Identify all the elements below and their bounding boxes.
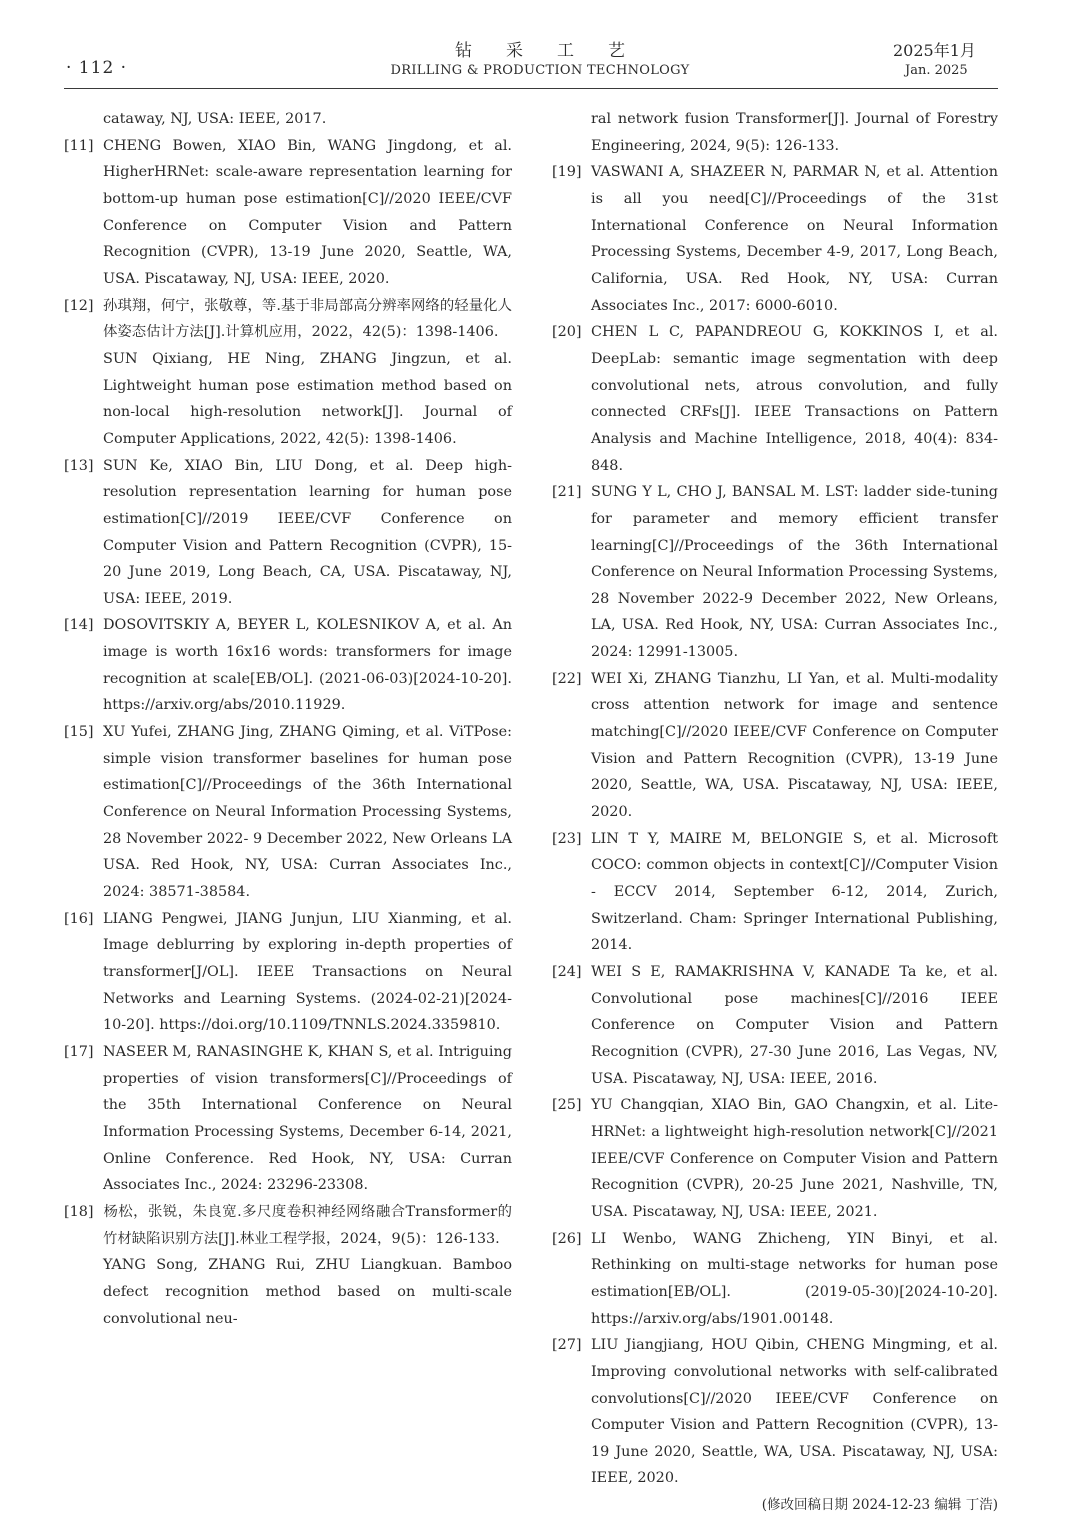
journal-title-cn: 钻采工艺 — [455, 41, 659, 61]
reference-text: ral network fusion Transformer[J]. Journal of Forestry Engineering, 2024, 9(5): 126-133. — [591, 111, 998, 154]
reference-number: [21] — [552, 484, 582, 501]
reference-text: YU Changqian, XIAO Bin, GAO Changxin, et al. Lite-HRNet: a lightweight high-resolution network[C]//2021 IEEE/CVF Conference on Computer Vision and Pattern Recognition (CVPR), 20-25 June 2021, Nashville, TN, USA. Piscataway, NJ, USA: IEEE, 2021. — [591, 1097, 998, 1220]
reference-text: WEI Xi, ZHANG Tianzhu, LI Yan, et al. Multi-modality cross attention network for image and sentence matching[C]//2020 IEEE/CVF Conference on Computer Vision and Pattern Recognition (CVPR), 13-19 June 2020, Seattle, WA, USA. Piscataway, NJ, USA: IEEE, 2020. — [591, 670, 998, 821]
reference-entry — [64, 719, 512, 906]
reference-number: [22] — [552, 670, 582, 687]
reference-entry — [552, 1092, 998, 1225]
reference-number: [27] — [552, 1337, 582, 1354]
reference-text: LI Wenbo, WANG Zhicheng, YIN Binyi, et al. Rethinking on multi-stage networks for human pose estimation[EB/OL]. (2019-05-30)[2024-10-20]. https://arxiv.org/abs/1901.00148. — [591, 1230, 998, 1327]
reference-entry — [64, 1039, 512, 1199]
reference-text: SUNG Y L, CHO J, BANSAL M. LST: ladder side-tuning for parameter and memory efficient transfer learning[C]//Proceedings of the 36th International Conference on Neural Information Processing Systems, 28 November 2022-9 December 2022, New Orleans, LA, USA. Red Hook, NY, USA: Curran Associates Inc., 2024: 12991-13005. — [591, 484, 998, 661]
reference-text: YANG Song, ZHANG Rui, ZHU Liangkuan. Bamboo defect recognition method based on multi-scale convolutional neu- — [103, 1257, 512, 1327]
reference-entry — [64, 612, 512, 719]
reference-number: [20] — [552, 324, 582, 341]
reference-entry — [552, 666, 998, 826]
reference-text: LIANG Pengwei, JIANG Junjun, LIU Xianming, et al. Image deblurring by exploring in-depth properties of transformer[J/OL]. IEEE Transactions on Neural Networks and Learning Systems. (2024-02-21)[2024-10-20]. https://doi.org/10.1109/TNNLS.2024.3359810. — [103, 910, 512, 1034]
reference-text: 杨松，张锐，朱良宽.多尺度卷积神经网络融合Transformer的竹材缺陷识别方法[J].林业工程学报，2024，9(5)：126-133. — [103, 1203, 512, 1247]
page-header — [0, 0, 1080, 92]
reference-entry — [64, 1199, 512, 1252]
reference-continuation — [64, 106, 512, 133]
reference-entry — [552, 479, 998, 666]
journal-title-en: DRILLING & PRODUCTION TECHNOLOGY — [390, 63, 690, 78]
reference-text: 孙琪翔，何宁，张敬尊，等.基于非局部高分辨率网络的轻量化人体姿态估计方法[J].计算机应用，2022，42(5)：1398-1406. — [103, 297, 512, 341]
reference-entry — [64, 133, 512, 293]
reference-number: [13] — [64, 457, 94, 474]
reference-text: CHEN L C, PAPANDREOU G, KOKKINOS I, et al. DeepLab: semantic image segmentation with deep convolutional nets, atrous convolution, and fully connected CRFs[J]. IEEE Transactions on Pattern Analysis and Machine Intelligence, 2018, 40(4): 834-848. — [591, 324, 998, 474]
reference-continuation — [552, 106, 998, 159]
references-left-column — [64, 106, 512, 1332]
reference-number: [23] — [552, 830, 582, 847]
reference-entry — [552, 826, 998, 959]
reference-number: [26] — [552, 1230, 582, 1247]
reference-number: [19] — [552, 164, 582, 181]
reference-text: DOSOVITSKIY A, BEYER L, KOLESNIKOV A, et al. An image is worth 16x16 words: transformers for image recognition at scale[EB/OL]. (2021-06-03)[2024-10-20]. https://arxiv.org/abs/2010.11929. — [103, 617, 512, 714]
reference-number: [11] — [64, 137, 94, 154]
reference-number: [14] — [64, 617, 94, 634]
reference-entry — [552, 959, 998, 1092]
reference-number: [18] — [64, 1203, 94, 1220]
reference-entry — [552, 159, 998, 319]
reference-text: NASEER M, RANASINGHE K, KHAN S, et al. Intriguing properties of vision transformers[C]//Proceedings of the 35th International Conference on Neural Information Processing Systems, December 6-14, 2021, Online Conference. Red Hook, NY, USA: Curran Associates Inc., 2024: 23296-23308. — [103, 1043, 512, 1194]
reference-text: SUN Ke, XIAO Bin, LIU Dong, et al. Deep high-resolution representation learning for human pose estimation[C]//2019 IEEE/CVF Conference on Computer Vision and Pattern Recognition (CVPR), 15-20 June 2019, Long Beach, CA, USA. Piscataway, NJ, USA: IEEE, 2019. — [103, 457, 512, 607]
page-number: · 112 · — [66, 58, 128, 78]
issue-date-en: Jan. 2025 — [905, 63, 968, 78]
header-rule — [64, 88, 998, 89]
reference-entry — [552, 1226, 998, 1333]
reference-text: WEI S E, RAMAKRISHNA V, KANADE Ta ke, et al. Convolutional pose machines[C]//2016 IEEE Conference on Computer Vision and Pattern Recognition (CVPR), 27-30 June 2016, Las Vegas, NV, USA. Piscataway, NJ, USA: IEEE, 2016. — [591, 964, 998, 1087]
revision-date-note: (修改回稿日期 2024-12-23 编辑 丁浩) — [761, 1497, 998, 1514]
reference-text: cataway, NJ, USA: IEEE, 2017. — [103, 111, 327, 127]
reference-number: [16] — [64, 910, 94, 927]
reference-text: LIU Jiangjiang, HOU Qibin, CHENG Mingming, et al. Improving convolutional networks with self-calibrated convolutions[C]//2020 IEEE/CVF Conference on Computer Vision and Pattern Recognition (CVPR), 13-19 June 2020, Seattle, WA, USA. Piscataway, NJ, USA: IEEE, 2020. — [591, 1337, 998, 1487]
reference-number: [12] — [64, 297, 94, 314]
reference-text: CHENG Bowen, XIAO Bin, WANG Jingdong, et al. HigherHRNet: scale-aware representation learning for bottom-up human pose estimation[C]//2020 IEEE/CVF Conference on Computer Vision and Pattern Recognition (CVPR), 13-19 June 2020, Seattle, WA, USA. Piscataway, NJ, USA: IEEE, 2020. — [103, 137, 512, 287]
reference-entry — [64, 906, 512, 1039]
reference-continuation — [64, 1252, 512, 1332]
reference-text: VASWANI A, SHAZEER N, PARMAR N, et al. Attention is all you need[C]//Proceedings of the 31st International Conference on Neural Information Processing Systems, December 4-9, 2017, Long Beach, California, USA. Red Hook, NY, USA: Curran Associates Inc., 2017: 6000-6010. — [591, 164, 998, 314]
reference-text: LIN T Y, MAIRE M, BELONGIE S, et al. Microsoft COCO: common objects in context[C]//Computer Vision - ECCV 2014, September 6-12, 2014, Zurich, Switzerland. Cham: Springer International Publishing, 2014. — [591, 830, 998, 954]
reference-continuation — [64, 346, 512, 453]
reference-number: [15] — [64, 724, 94, 741]
issue-date-cn: 2025年1月 — [893, 41, 976, 60]
reference-entry — [64, 293, 512, 346]
reference-number: [24] — [552, 964, 582, 980]
reference-text: XU Yufei, ZHANG Jing, ZHANG Qiming, et al. ViTPose: simple vision transformer baselines for human pose estimation[C]//Proceedings of the 36th International Conference on Neural Information Processing Systems, 28 November 2022- 9 December 2022, New Orleans LA USA. Red Hook, NY, USA: Curran Associates Inc., 2024: 38571-38584. — [103, 724, 512, 901]
reference-entry — [552, 319, 998, 479]
references-right-column — [552, 106, 998, 1518]
reference-entry — [552, 1332, 998, 1492]
reference-number: [17] — [64, 1043, 94, 1060]
reference-text: SUN Qixiang, HE Ning, ZHANG Jingzun, et al. Lightweight human pose estimation method based on non-local high-resolution network[J]. Journal of Computer Applications, 2022, 42(5): 1398-1406. — [103, 350, 512, 447]
reference-number: [25] — [552, 1097, 582, 1114]
reference-entry — [64, 453, 512, 613]
